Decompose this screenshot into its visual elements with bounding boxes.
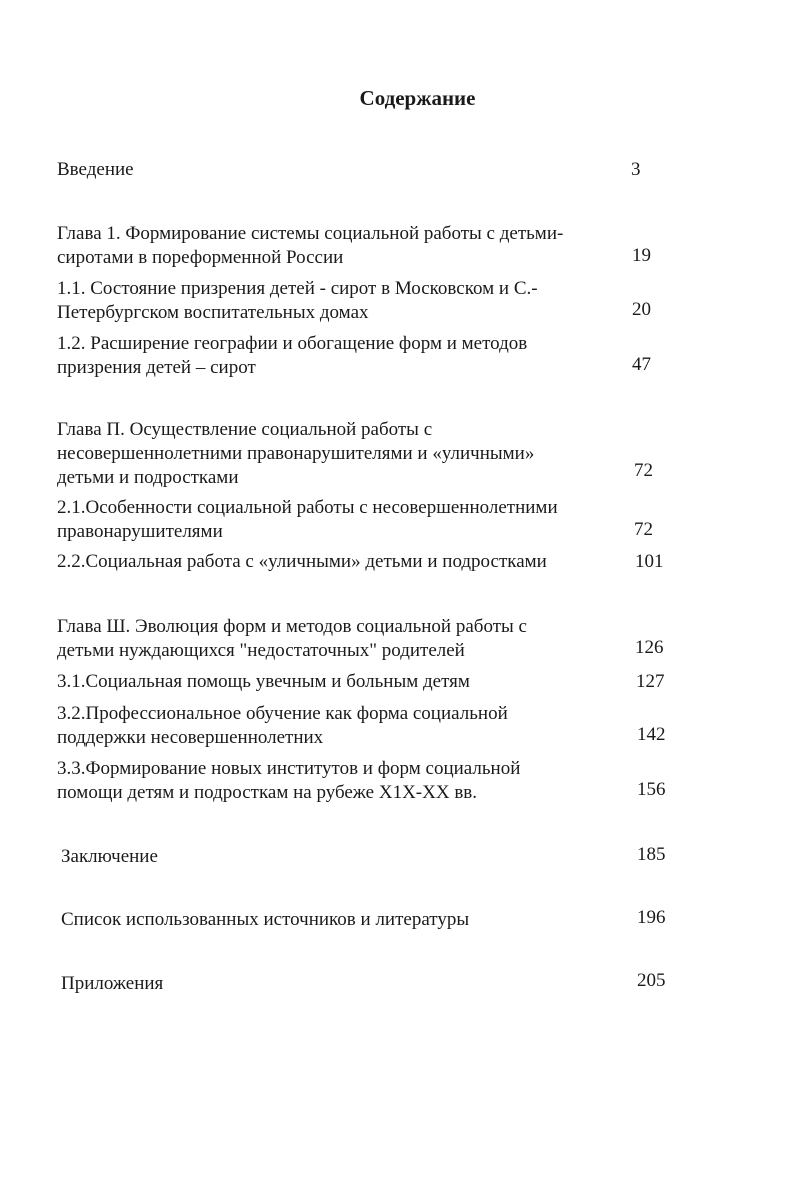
toc-line: 2.2.Социальная работа с «уличными» детьми и подростками xyxy=(57,551,547,572)
toc-line: Глава Ш. Эволюция форм и методов социальной работы с xyxy=(57,616,527,637)
toc-entry-text xyxy=(57,757,520,805)
toc-page-number: 72 xyxy=(634,460,653,481)
toc-entry-text xyxy=(57,158,134,182)
toc-page-number: 101 xyxy=(635,551,664,572)
toc-line: сиротами в пореформенной России xyxy=(57,247,344,268)
toc-line: Список использованных источников и литературы xyxy=(61,909,470,930)
toc-line: Введение xyxy=(57,159,134,180)
toc-entry-text xyxy=(61,972,163,996)
toc-line: призрения детей – сирот xyxy=(57,357,256,378)
toc-line: Глава 1. Формирование системы социальной работы с детьми- xyxy=(57,223,564,244)
toc-page-number: 196 xyxy=(637,907,666,928)
toc-line: Приложения xyxy=(61,973,164,994)
toc-entry-text xyxy=(57,702,508,750)
toc-page-number: 185 xyxy=(637,844,666,865)
toc-page-number: 127 xyxy=(636,671,665,692)
toc-page-number: 156 xyxy=(637,779,666,800)
toc-page-number: 142 xyxy=(637,724,666,745)
toc-line: 1.2. Расширение географии и обогащение форм и методов xyxy=(57,333,528,354)
toc-entry-text xyxy=(57,670,470,694)
toc-page-number: 47 xyxy=(632,354,651,375)
toc-page-number: 3 xyxy=(631,159,641,180)
toc-entry-text xyxy=(57,418,534,490)
toc-line: детьми и подростками xyxy=(57,467,239,488)
toc-line: 3.3.Формирование новых институтов и форм социальной xyxy=(57,758,521,779)
toc-entry-text xyxy=(57,550,547,574)
toc-line: детьми нуждающихся "недостаточных" родителей xyxy=(57,640,465,661)
toc-line: несовершеннолетними правонарушителями и «уличными» xyxy=(57,443,535,464)
toc-entry-text xyxy=(61,845,158,869)
toc-line: 1.1. Состояние призрения детей - сирот в Московском и С.- xyxy=(57,278,538,299)
toc-page-number: 19 xyxy=(632,245,651,266)
toc-entry-text xyxy=(57,496,558,544)
toc-entry-text xyxy=(57,615,527,663)
toc-line: помощи детям и подросткам на рубеже Х1Х-ХХ вв. xyxy=(57,782,478,803)
toc-line: правонарушителями xyxy=(57,521,223,542)
toc-line: 3.1.Социальная помощь увечным и больным детям xyxy=(57,671,470,692)
toc-line: 2.1.Особенности социальной работы с несовершеннолетними xyxy=(57,497,558,518)
page-title: Содержание xyxy=(359,86,476,110)
toc-entry-text xyxy=(57,222,563,270)
toc-entry-text xyxy=(61,908,469,932)
toc-line: Заключение xyxy=(61,846,158,867)
toc-page-number: 205 xyxy=(637,970,666,991)
toc-entry-text xyxy=(57,332,527,380)
toc-line: поддержки несовершеннолетних xyxy=(57,727,324,748)
toc-entry-text xyxy=(57,277,538,325)
toc-line: Глава П. Осуществление социальной работы с xyxy=(57,419,433,440)
toc-page-number: 126 xyxy=(635,637,664,658)
toc-page-number: 20 xyxy=(632,299,651,320)
toc-line: Петербургском воспитательных домах xyxy=(57,302,369,323)
toc-page-number: 72 xyxy=(634,519,653,540)
toc-line: 3.2.Профессиональное обучение как форма социальной xyxy=(57,703,508,724)
